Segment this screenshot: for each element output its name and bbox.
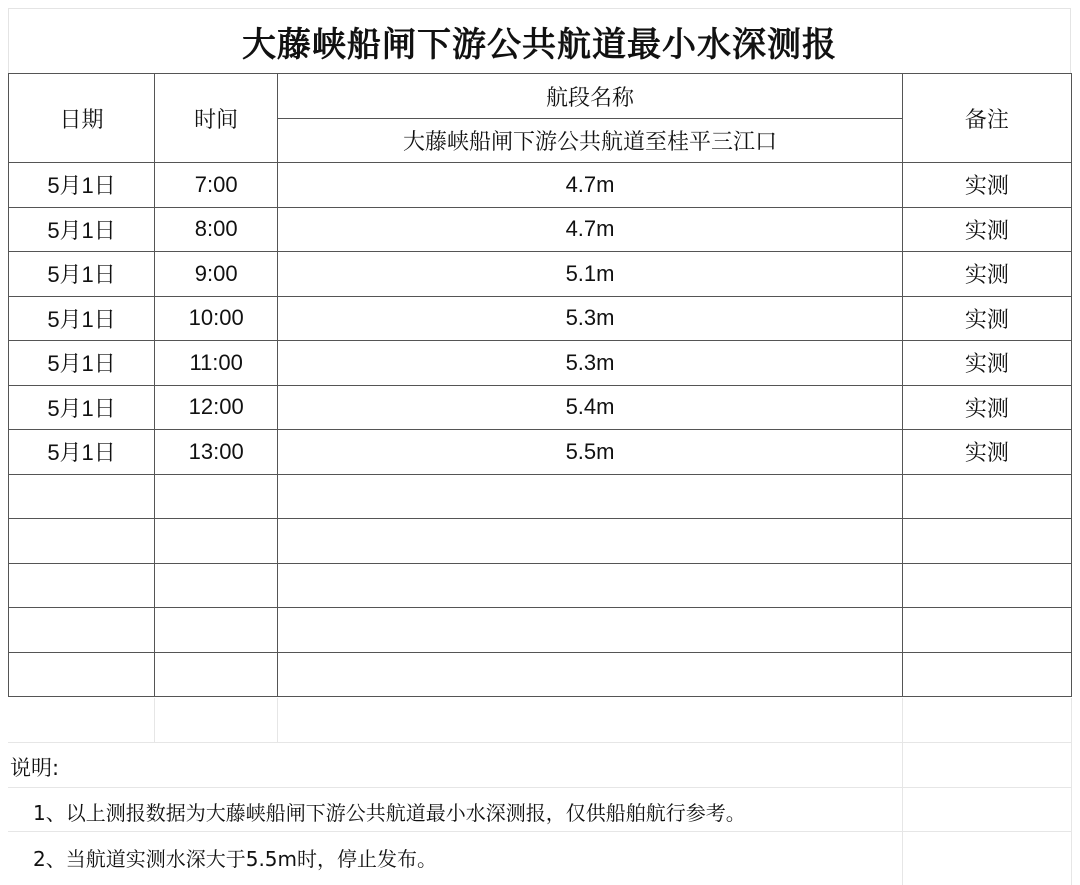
note-item-2: 2、当航道实测水深大于5.5m时，停止发布。 (33, 847, 438, 871)
cell-time: 9:00 (155, 252, 278, 297)
cell-date (9, 519, 155, 564)
cell-date: 5月1日 (9, 341, 155, 386)
cell-depth: 5.1m (278, 252, 903, 297)
table-row (9, 385, 1072, 430)
cell-depth: 5.4m (278, 385, 903, 430)
cell-depth (278, 608, 903, 653)
cell-remark (902, 652, 1071, 697)
cell-time (155, 652, 278, 697)
cell-date: 5月1日 (9, 163, 155, 208)
table-row (9, 430, 1072, 475)
grid-line (154, 698, 155, 743)
cell-time (155, 608, 278, 653)
grid-line (1071, 698, 1072, 885)
grid-line (8, 787, 1072, 788)
table-row (9, 207, 1072, 252)
cell-time: 13:00 (155, 430, 278, 475)
table-row (9, 474, 1072, 519)
note-item-1: 1、以上测报数据为大藤峡船闸下游公共航道最小水深测报，仅供船舶航行参考。 (33, 801, 746, 825)
cell-remark: 实测 (902, 296, 1071, 341)
table-row (9, 296, 1072, 341)
cell-time (155, 563, 278, 608)
cell-date (9, 563, 155, 608)
cell-depth (278, 519, 903, 564)
cell-time: 10:00 (155, 296, 278, 341)
cell-time: 12:00 (155, 385, 278, 430)
header-remark: 备注 (902, 74, 1071, 163)
cell-date: 5月1日 (9, 296, 155, 341)
cell-date: 5月1日 (9, 430, 155, 475)
cell-remark (902, 563, 1071, 608)
table-row (9, 608, 1072, 653)
header-section-name: 大藤峡船闸下游公共航道至桂平三江口 (278, 119, 903, 163)
cell-time: 7:00 (155, 163, 278, 208)
cell-remark: 实测 (902, 430, 1071, 475)
cell-remark: 实测 (902, 163, 1071, 208)
cell-date (9, 474, 155, 519)
cell-time (155, 519, 278, 564)
report-title: 大藤峡船闸下游公共航道最小水深测报 (8, 8, 1071, 73)
cell-date (9, 652, 155, 697)
grid-line (8, 831, 1072, 832)
cell-remark: 实测 (902, 207, 1071, 252)
cell-depth: 5.5m (278, 430, 903, 475)
depth-table (8, 73, 1072, 697)
cell-time: 11:00 (155, 341, 278, 386)
cell-date: 5月1日 (9, 385, 155, 430)
cell-remark (902, 474, 1071, 519)
cell-time (155, 474, 278, 519)
grid-line (902, 698, 903, 885)
table-row (9, 652, 1072, 697)
cell-remark: 实测 (902, 341, 1071, 386)
cell-depth (278, 474, 903, 519)
notes-heading: 说明: (10, 756, 60, 780)
cell-depth: 5.3m (278, 296, 903, 341)
table-row (9, 563, 1072, 608)
header-time: 时间 (155, 74, 278, 163)
cell-depth: 5.3m (278, 341, 903, 386)
table-row (9, 519, 1072, 564)
cell-depth (278, 652, 903, 697)
table-row (9, 341, 1072, 386)
cell-remark: 实测 (902, 385, 1071, 430)
cell-depth: 4.7m (278, 207, 903, 252)
header-section-group: 航段名称 (278, 74, 903, 119)
header-date: 日期 (9, 74, 155, 163)
grid-line (8, 742, 1072, 743)
cell-remark (902, 608, 1071, 653)
cell-date: 5月1日 (9, 252, 155, 297)
cell-time: 8:00 (155, 207, 278, 252)
grid-line (277, 698, 278, 743)
table-row (9, 163, 1072, 208)
cell-depth (278, 563, 903, 608)
cell-date: 5月1日 (9, 207, 155, 252)
cell-remark (902, 519, 1071, 564)
table-row (9, 252, 1072, 297)
cell-date (9, 608, 155, 653)
cell-remark: 实测 (902, 252, 1071, 297)
cell-depth: 4.7m (278, 163, 903, 208)
